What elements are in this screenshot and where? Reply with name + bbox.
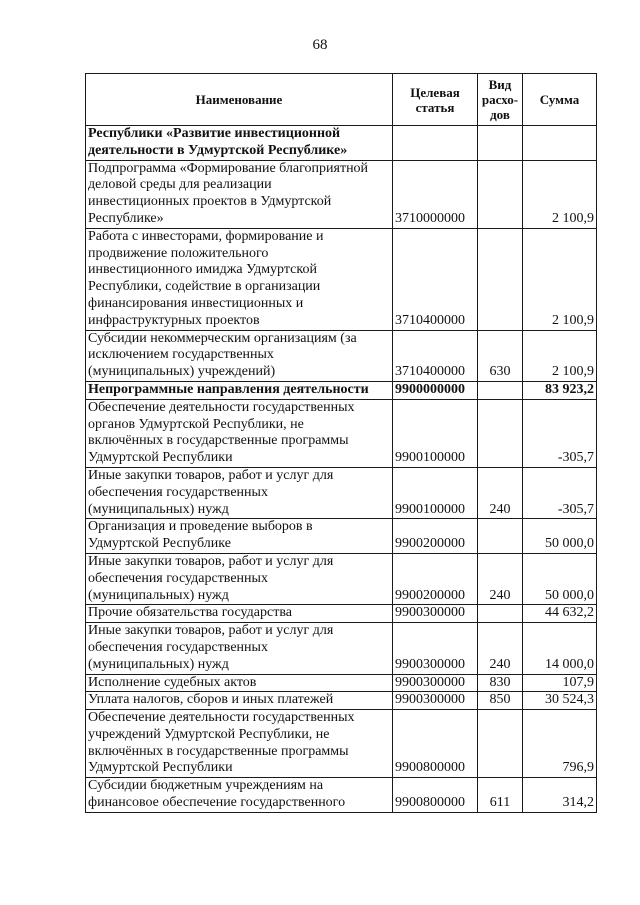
table-row: [86, 519, 597, 554]
row-target-article-cell: 9900200000: [393, 519, 478, 554]
budget-table: [85, 73, 597, 813]
page-number: 68: [312, 37, 328, 53]
row-name-cell: Непрограммные направления деятельности: [86, 381, 393, 399]
row-expense-type-cell: [478, 126, 523, 161]
table-body: [86, 126, 597, 813]
table-row: [86, 623, 597, 674]
row-name-cell: Обеспечение деятельности государственных учреждений Удмуртской Республики, не включённых в государственные программы Удмуртской Республики: [86, 710, 393, 778]
row-name-cell: Работа с инвесторами, формирование и продвижение положительного инвестиционного имиджа Удмуртской Республики, содействие в организации финансирования инвестиционных и инфраструктурных проектов: [86, 228, 393, 330]
row-amount-cell: 796,9: [523, 710, 597, 778]
row-expense-type-cell: 240: [478, 553, 523, 604]
table-row: [86, 674, 597, 692]
row-amount-cell: 50 000,0: [523, 519, 597, 554]
table-row: [86, 126, 597, 161]
row-target-article-cell: 9900300000: [393, 623, 478, 674]
row-name-cell: Иные закупки товаров, работ и услуг для обеспечения государственных (муниципальных) нужд: [86, 623, 393, 674]
table-row: [86, 605, 597, 623]
header-target-article: Целевая статья: [393, 74, 478, 126]
row-expense-type-cell: [478, 710, 523, 778]
header-expense-type: Вид расхо- дов: [478, 74, 523, 126]
row-expense-type-cell: 240: [478, 623, 523, 674]
row-expense-type-cell: 611: [478, 778, 523, 813]
table-row: [86, 553, 597, 604]
row-name-cell: Прочие обязательства государства: [86, 605, 393, 623]
table-row: [86, 467, 597, 518]
row-name-cell: Субсидии бюджетным учреждениям на финансовое обеспечение государственного: [86, 778, 393, 813]
table-row: [86, 160, 597, 228]
table-row: [86, 778, 597, 813]
row-expense-type-cell: 630: [478, 330, 523, 381]
row-expense-type-cell: [478, 381, 523, 399]
table-row: [86, 381, 597, 399]
row-amount-cell: -305,7: [523, 467, 597, 518]
row-name-cell: Уплата налогов, сборов и иных платежей: [86, 692, 393, 710]
row-amount-cell: 30 524,3: [523, 692, 597, 710]
row-amount-cell: 44 632,2: [523, 605, 597, 623]
header-name: Наименование: [86, 74, 393, 126]
row-name-cell: Организация и проведение выборов в Удмуртской Республике: [86, 519, 393, 554]
row-amount-cell: 50 000,0: [523, 553, 597, 604]
row-expense-type-cell: 240: [478, 467, 523, 518]
row-amount-cell: 83 923,2: [523, 381, 597, 399]
row-target-article-cell: 3710400000: [393, 330, 478, 381]
row-expense-type-cell: 830: [478, 674, 523, 692]
row-amount-cell: -305,7: [523, 399, 597, 467]
row-target-article-cell: 9900800000: [393, 778, 478, 813]
row-target-article-cell: 9900100000: [393, 399, 478, 467]
row-expense-type-cell: 850: [478, 692, 523, 710]
row-amount-cell: 314,2: [523, 778, 597, 813]
row-name-cell: Иные закупки товаров, работ и услуг для обеспечения государственных (муниципальных) нужд: [86, 553, 393, 604]
row-target-article-cell: 3710000000: [393, 160, 478, 228]
row-expense-type-cell: [478, 228, 523, 330]
row-target-article-cell: [393, 126, 478, 161]
row-target-article-cell: 3710400000: [393, 228, 478, 330]
row-name-cell: Подпрограмма «Формирование благоприятной деловой среды для реализации инвестиционных проектов в Удмуртской Республике»: [86, 160, 393, 228]
row-name-cell: Исполнение судебных актов: [86, 674, 393, 692]
row-target-article-cell: 9900300000: [393, 605, 478, 623]
row-target-article-cell: 9900300000: [393, 692, 478, 710]
table-row: [86, 692, 597, 710]
row-amount-cell: 107,9: [523, 674, 597, 692]
row-expense-type-cell: [478, 160, 523, 228]
row-name-cell: Иные закупки товаров, работ и услуг для обеспечения государственных (муниципальных) нужд: [86, 467, 393, 518]
row-expense-type-cell: [478, 519, 523, 554]
header-amount: Сумма: [523, 74, 597, 126]
row-name-cell: Обеспечение деятельности государственных органов Удмуртской Республики, не включённых в государственные программы Удмуртской Республики: [86, 399, 393, 467]
table-row: [86, 399, 597, 467]
row-amount-cell: 2 100,9: [523, 228, 597, 330]
row-amount-cell: 14 000,0: [523, 623, 597, 674]
row-target-article-cell: 9900000000: [393, 381, 478, 399]
row-target-article-cell: 9900200000: [393, 553, 478, 604]
row-expense-type-cell: [478, 399, 523, 467]
row-amount-cell: 2 100,9: [523, 160, 597, 228]
table-row: [86, 710, 597, 778]
row-target-article-cell: 9900300000: [393, 674, 478, 692]
row-target-article-cell: 9900100000: [393, 467, 478, 518]
row-name-cell: Субсидии некоммерческим организациям (за исключением государственных (муниципальных) учреждений): [86, 330, 393, 381]
row-target-article-cell: 9900800000: [393, 710, 478, 778]
row-amount-cell: 2 100,9: [523, 330, 597, 381]
table-row: [86, 228, 597, 330]
row-name-cell: Республики «Развитие инвестиционной деятельности в Удмуртской Республике»: [86, 126, 393, 161]
row-amount-cell: [523, 126, 597, 161]
table-row: [86, 330, 597, 381]
row-expense-type-cell: [478, 605, 523, 623]
